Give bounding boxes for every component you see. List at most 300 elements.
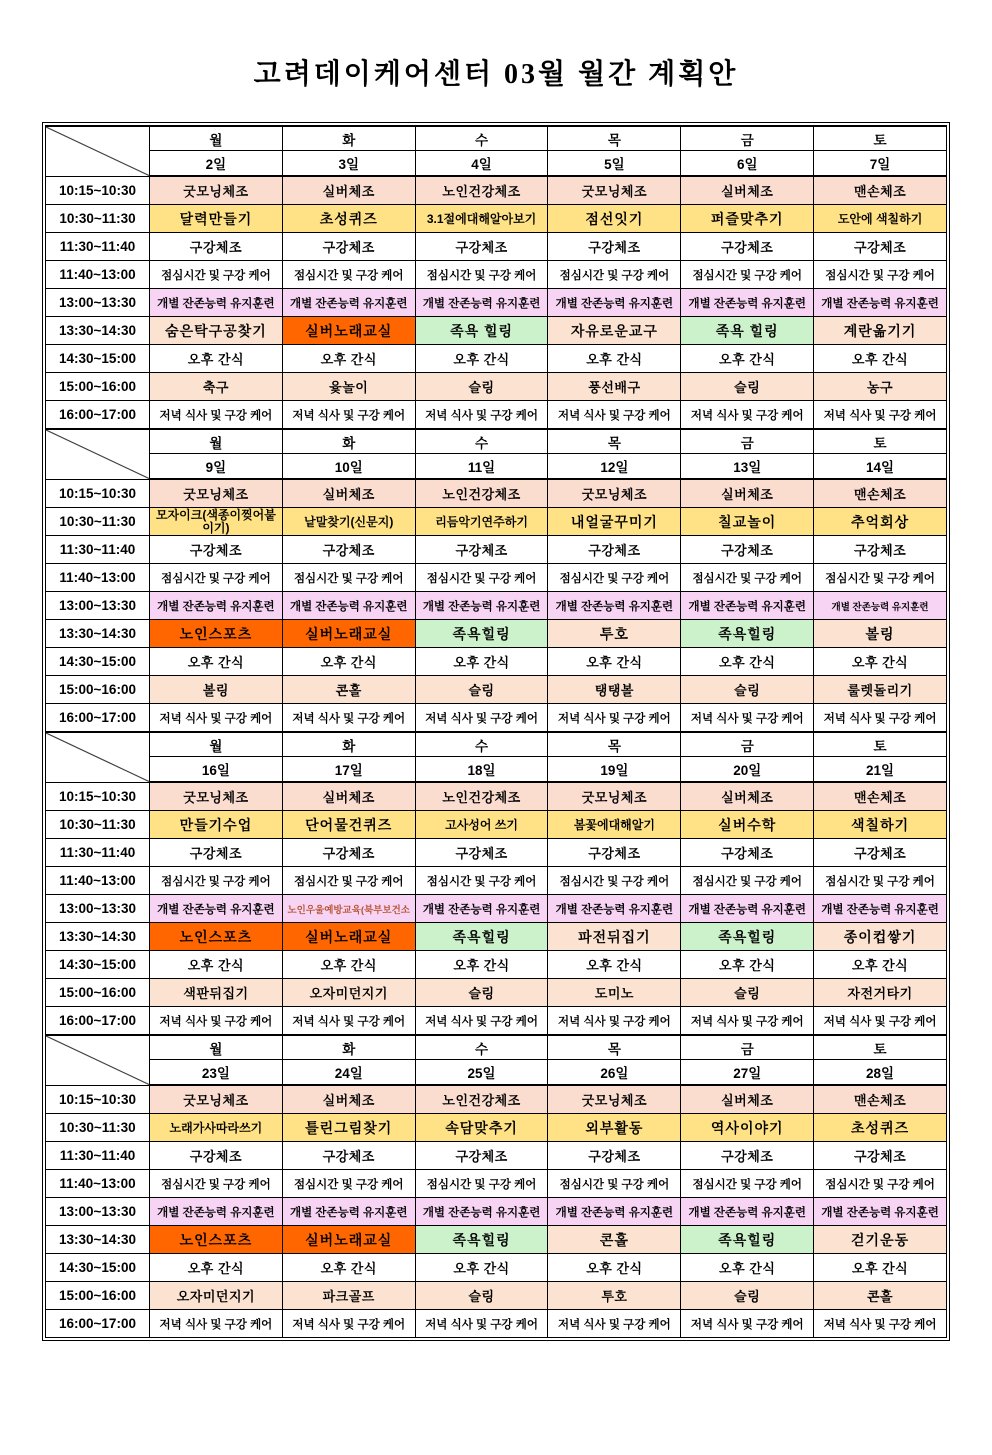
time-cell: 10:30~11:30 (46, 1114, 150, 1142)
activity-cell: 점심시간 및 구강 케어 (814, 261, 947, 289)
schedule-row (46, 261, 947, 289)
activity-cell: 점선잇기 (548, 205, 681, 233)
time-cell: 11:30~11:40 (46, 1142, 150, 1170)
day-header-cell: 목 (548, 732, 681, 757)
activity-cell: 실버노래교실 (282, 923, 415, 951)
day-header-cell: 금 (681, 1035, 814, 1060)
activity-cell: 구강체조 (548, 839, 681, 867)
date-header-cell: 4일 (415, 151, 548, 177)
time-cell: 15:00~16:00 (46, 676, 150, 704)
activity-cell: 계란옮기기 (814, 317, 947, 345)
activity-cell: 저녁 식사 및 구강 케어 (681, 704, 814, 733)
date-header-cell: 26일 (548, 1060, 681, 1086)
activity-cell: 노인스포츠 (150, 1226, 283, 1254)
activity-cell: 점심시간 및 구강 케어 (415, 261, 548, 289)
day-header-cell: 화 (282, 1035, 415, 1060)
day-header-cell: 수 (415, 732, 548, 757)
date-header-cell: 13일 (681, 454, 814, 480)
activity-cell: 오후 간식 (282, 1254, 415, 1282)
activity-cell: 점심시간 및 구강 케어 (548, 564, 681, 592)
activity-cell: 실버노래교실 (282, 1226, 415, 1254)
day-header-cell: 월 (150, 732, 283, 757)
activity-cell: 오후 간식 (282, 951, 415, 979)
activity-cell: 개별 잔존능력 유지훈련 (282, 592, 415, 620)
activity-cell: 점심시간 및 구강 케어 (415, 867, 548, 895)
activity-cell: 3.1절에대해알아보기 (415, 205, 548, 233)
activity-cell: 오후 간식 (814, 1254, 947, 1282)
schedule-row (46, 951, 947, 979)
activity-cell: 개별 잔존능력 유지훈련 (415, 895, 548, 923)
activity-cell: 굿모닝체조 (150, 176, 283, 205)
activity-cell: 저녁 식사 및 구강 케어 (415, 1007, 548, 1036)
activity-cell: 만들기수업 (150, 811, 283, 839)
date-header-cell: 23일 (150, 1060, 283, 1086)
date-header-cell: 11일 (415, 454, 548, 480)
activity-cell: 초성퀴즈 (282, 205, 415, 233)
diagonal-cell (46, 126, 150, 176)
activity-cell: 실버체조 (681, 176, 814, 205)
activity-cell: 오후 간식 (150, 648, 283, 676)
activity-cell: 점심시간 및 구강 케어 (150, 867, 283, 895)
activity-cell: 저녁 식사 및 구강 케어 (548, 1310, 681, 1338)
activity-cell: 노인스포츠 (150, 923, 283, 951)
activity-cell: 오후 간식 (814, 345, 947, 373)
time-cell: 14:30~15:00 (46, 951, 150, 979)
activity-cell: 칠교놀이 (681, 508, 814, 536)
schedule-row (46, 1254, 947, 1282)
schedule-row (46, 1226, 947, 1254)
date-header-cell: 24일 (282, 1060, 415, 1086)
diagonal-cell (46, 1035, 150, 1085)
activity-cell: 저녁 식사 및 구강 케어 (282, 1310, 415, 1338)
activity-cell: 실버노래교실 (282, 317, 415, 345)
activity-cell: 개별 잔존능력 유지훈련 (415, 1198, 548, 1226)
activity-cell: 점심시간 및 구강 케어 (415, 564, 548, 592)
activity-cell: 오후 간식 (282, 648, 415, 676)
day-header-cell: 화 (282, 429, 415, 454)
activity-cell: 개별 잔존능력 유지훈련 (681, 1198, 814, 1226)
schedule-row (46, 1310, 947, 1338)
activity-cell: 색판뒤집기 (150, 979, 283, 1007)
activity-cell: 점심시간 및 구강 케어 (814, 867, 947, 895)
activity-cell: 오후 간식 (814, 951, 947, 979)
time-cell: 13:00~13:30 (46, 895, 150, 923)
time-cell: 16:00~17:00 (46, 1310, 150, 1338)
activity-cell: 콘홀 (814, 1282, 947, 1310)
activity-cell: 노인건강체조 (415, 782, 548, 811)
activity-cell: 구강체조 (282, 233, 415, 261)
activity-cell: 구강체조 (681, 536, 814, 564)
activity-cell: 개별 잔존능력 유지훈련 (814, 895, 947, 923)
activity-cell: 점심시간 및 구강 케어 (548, 867, 681, 895)
activity-cell: 낱말찾기(신문지) (282, 508, 415, 536)
date-header-cell: 3일 (282, 151, 415, 177)
activity-cell: 족욕힐링 (681, 1226, 814, 1254)
activity-cell: 개별 잔존능력 유지훈련 (150, 289, 283, 317)
schedule-row (46, 176, 947, 205)
activity-cell: 콘홀 (282, 676, 415, 704)
date-header-cell: 21일 (814, 757, 947, 783)
schedule-row (46, 782, 947, 811)
activity-cell: 오후 간식 (548, 648, 681, 676)
activity-cell: 구강체조 (282, 1142, 415, 1170)
activity-cell: 저녁 식사 및 구강 케어 (814, 1310, 947, 1338)
activity-cell: 굿모닝체조 (548, 479, 681, 508)
activity-cell: 개별 잔존능력 유지훈련 (282, 289, 415, 317)
activity-cell: 외부활동 (548, 1114, 681, 1142)
activity-cell: 족욕힐링 (415, 1226, 548, 1254)
activity-cell: 구강체조 (681, 1142, 814, 1170)
activity-cell: 구강체조 (150, 536, 283, 564)
activity-cell: 구강체조 (814, 233, 947, 261)
activity-cell: 굿모닝체조 (150, 1085, 283, 1114)
activity-cell: 노인건강체조 (415, 176, 548, 205)
activity-cell: 저녁 식사 및 구강 케어 (814, 704, 947, 733)
activity-cell: 구강체조 (415, 233, 548, 261)
activity-cell: 투호 (548, 1282, 681, 1310)
activity-cell: 오후 간식 (415, 951, 548, 979)
time-cell: 11:30~11:40 (46, 536, 150, 564)
activity-cell: 오후 간식 (548, 345, 681, 373)
diagonal-cell (46, 732, 150, 782)
date-header-cell: 25일 (415, 1060, 548, 1086)
activity-cell: 볼링 (150, 676, 283, 704)
schedule-row (46, 1282, 947, 1310)
activity-cell: 속담맞추기 (415, 1114, 548, 1142)
schedule-row (46, 536, 947, 564)
week-block-1 (46, 126, 947, 429)
date-header-row (46, 454, 947, 480)
date-header-cell: 7일 (814, 151, 947, 177)
schedule-row (46, 839, 947, 867)
activity-cell: 걷기운동 (814, 1226, 947, 1254)
time-cell: 13:00~13:30 (46, 1198, 150, 1226)
schedule-row (46, 704, 947, 733)
activity-cell: 점심시간 및 구강 케어 (681, 1170, 814, 1198)
activity-cell: 점심시간 및 구강 케어 (415, 1170, 548, 1198)
activity-cell: 개별 잔존능력 유지훈련 (282, 1198, 415, 1226)
schedule-row (46, 979, 947, 1007)
schedule-row (46, 289, 947, 317)
day-header-cell: 금 (681, 126, 814, 151)
activity-cell: 구강체조 (415, 536, 548, 564)
activity-cell: 모자이크(색종이찢어붙이기) (150, 508, 283, 536)
activity-cell: 실버체조 (681, 782, 814, 811)
diagonal-cell (46, 429, 150, 479)
time-cell: 13:30~14:30 (46, 923, 150, 951)
activity-cell: 구강체조 (548, 233, 681, 261)
activity-cell: 족욕힐링 (415, 620, 548, 648)
activity-cell: 콘홀 (548, 1226, 681, 1254)
activity-cell: 구강체조 (150, 233, 283, 261)
activity-cell: 숨은탁구공찾기 (150, 317, 283, 345)
activity-cell: 슬링 (415, 1282, 548, 1310)
activity-cell: 구강체조 (415, 1142, 548, 1170)
activity-cell: 슬링 (681, 979, 814, 1007)
activity-cell: 개별 잔존능력 유지훈련 (150, 895, 283, 923)
activity-cell: 저녁 식사 및 구강 케어 (681, 401, 814, 430)
activity-cell: 자전거타기 (814, 979, 947, 1007)
day-header-row (46, 429, 947, 454)
schedule-table (42, 122, 950, 1341)
activity-cell: 오후 간식 (415, 1254, 548, 1282)
activity-cell: 맨손체조 (814, 782, 947, 811)
activity-cell: 저녁 식사 및 구강 케어 (282, 704, 415, 733)
activity-cell: 추억회상 (814, 508, 947, 536)
activity-cell: 저녁 식사 및 구강 케어 (150, 1007, 283, 1036)
date-header-cell: 10일 (282, 454, 415, 480)
activity-cell: 점심시간 및 구강 케어 (282, 867, 415, 895)
schedule-row (46, 620, 947, 648)
date-header-cell: 6일 (681, 151, 814, 177)
activity-cell: 저녁 식사 및 구강 케어 (282, 1007, 415, 1036)
time-cell: 11:30~11:40 (46, 839, 150, 867)
activity-cell: 도안에 색칠하기 (814, 205, 947, 233)
activity-cell: 노래가사따라쓰기 (150, 1114, 283, 1142)
activity-cell: 구강체조 (548, 1142, 681, 1170)
activity-cell: 저녁 식사 및 구강 케어 (282, 401, 415, 430)
schedule-row (46, 1085, 947, 1114)
time-cell: 15:00~16:00 (46, 1282, 150, 1310)
date-header-cell: 27일 (681, 1060, 814, 1086)
activity-cell: 색칠하기 (814, 811, 947, 839)
activity-cell: 저녁 식사 및 구강 케어 (150, 401, 283, 430)
time-cell: 13:00~13:30 (46, 592, 150, 620)
activity-cell: 점심시간 및 구강 케어 (814, 564, 947, 592)
activity-cell: 점심시간 및 구강 케어 (681, 261, 814, 289)
activity-cell: 구강체조 (282, 536, 415, 564)
day-header-cell: 수 (415, 1035, 548, 1060)
activity-cell: 구강체조 (681, 839, 814, 867)
activity-cell: 저녁 식사 및 구강 케어 (150, 704, 283, 733)
schedule-row (46, 401, 947, 430)
time-cell: 16:00~17:00 (46, 1007, 150, 1036)
week-block-2 (46, 429, 947, 732)
activity-cell: 종이컵쌓기 (814, 923, 947, 951)
time-cell: 13:30~14:30 (46, 317, 150, 345)
activity-cell: 볼링 (814, 620, 947, 648)
week-block-4 (46, 1035, 947, 1338)
day-header-cell: 금 (681, 732, 814, 757)
time-cell: 10:15~10:30 (46, 479, 150, 508)
activity-cell: 저녁 식사 및 구강 케어 (548, 401, 681, 430)
time-cell: 11:40~13:00 (46, 564, 150, 592)
time-cell: 13:30~14:30 (46, 1226, 150, 1254)
activity-cell: 맨손체조 (814, 1085, 947, 1114)
activity-cell: 개별 잔존능력 유지훈련 (814, 592, 947, 620)
activity-cell: 개별 잔존능력 유지훈련 (150, 592, 283, 620)
day-header-cell: 목 (548, 429, 681, 454)
date-header-cell: 2일 (150, 151, 283, 177)
activity-cell: 족욕 힐링 (415, 317, 548, 345)
activity-cell: 오후 간식 (150, 345, 283, 373)
activity-cell: 룰렛돌리기 (814, 676, 947, 704)
day-header-cell: 월 (150, 1035, 283, 1060)
schedule-row (46, 1170, 947, 1198)
schedule-row (46, 345, 947, 373)
activity-cell: 실버체조 (282, 1085, 415, 1114)
time-cell: 14:30~15:00 (46, 648, 150, 676)
time-cell: 15:00~16:00 (46, 979, 150, 1007)
date-header-cell: 9일 (150, 454, 283, 480)
activity-cell: 탱탱볼 (548, 676, 681, 704)
activity-cell: 개별 잔존능력 유지훈련 (548, 1198, 681, 1226)
schedule-row (46, 592, 947, 620)
activity-cell: 달력만들기 (150, 205, 283, 233)
day-header-cell: 수 (415, 126, 548, 151)
schedule-row (46, 373, 947, 401)
activity-cell: 구강체조 (150, 839, 283, 867)
activity-cell: 오후 간식 (681, 1254, 814, 1282)
date-header-cell: 20일 (681, 757, 814, 783)
time-cell: 15:00~16:00 (46, 373, 150, 401)
activity-cell: 오자미던지기 (282, 979, 415, 1007)
activity-cell: 오후 간식 (681, 648, 814, 676)
activity-cell: 개별 잔존능력 유지훈련 (150, 1198, 283, 1226)
activity-cell: 구강체조 (415, 839, 548, 867)
date-header-row (46, 151, 947, 177)
activity-cell: 농구 (814, 373, 947, 401)
day-header-cell: 토 (814, 1035, 947, 1060)
activity-cell: 맨손체조 (814, 479, 947, 508)
time-cell: 11:40~13:00 (46, 261, 150, 289)
activity-cell: 저녁 식사 및 구강 케어 (548, 1007, 681, 1036)
activity-cell: 족욕힐링 (681, 620, 814, 648)
activity-cell: 리듬악기연주하기 (415, 508, 548, 536)
activity-cell: 역사이야기 (681, 1114, 814, 1142)
activity-cell: 점심시간 및 구강 케어 (548, 261, 681, 289)
activity-cell: 슬링 (415, 373, 548, 401)
activity-cell: 족욕 힐링 (681, 317, 814, 345)
activity-cell: 단어물건퀴즈 (282, 811, 415, 839)
activity-cell: 오후 간식 (814, 648, 947, 676)
day-header-row (46, 126, 947, 151)
activity-cell: 노인건강체조 (415, 479, 548, 508)
time-cell: 10:30~11:30 (46, 508, 150, 536)
schedule-row (46, 317, 947, 345)
activity-cell: 족욕힐링 (415, 923, 548, 951)
activity-cell: 오후 간식 (681, 345, 814, 373)
activity-cell: 저녁 식사 및 구강 케어 (415, 704, 548, 733)
schedule-row (46, 867, 947, 895)
activity-cell: 초성퀴즈 (814, 1114, 947, 1142)
activity-cell: 구강체조 (814, 536, 947, 564)
day-header-row (46, 1035, 947, 1060)
activity-cell: 개별 잔존능력 유지훈련 (681, 895, 814, 923)
schedule-row (46, 205, 947, 233)
activity-cell: 점심시간 및 구강 케어 (814, 1170, 947, 1198)
day-header-cell: 월 (150, 429, 283, 454)
time-cell: 10:30~11:30 (46, 205, 150, 233)
activity-cell: 저녁 식사 및 구강 케어 (814, 401, 947, 430)
activity-cell: 오후 간식 (548, 951, 681, 979)
activity-cell: 굿모닝체조 (548, 1085, 681, 1114)
time-cell: 11:30~11:40 (46, 233, 150, 261)
activity-cell: 개별 잔존능력 유지훈련 (415, 289, 548, 317)
activity-cell: 실버체조 (681, 1085, 814, 1114)
time-cell: 16:00~17:00 (46, 704, 150, 733)
activity-cell: 도미노 (548, 979, 681, 1007)
time-cell: 16:00~17:00 (46, 401, 150, 430)
activity-cell: 오후 간식 (150, 951, 283, 979)
time-cell: 11:40~13:00 (46, 867, 150, 895)
activity-cell: 풍선배구 (548, 373, 681, 401)
activity-cell: 슬링 (415, 979, 548, 1007)
day-header-cell: 화 (282, 126, 415, 151)
schedule-row (46, 1142, 947, 1170)
activity-cell: 오후 간식 (415, 345, 548, 373)
activity-cell: 오자미던지기 (150, 1282, 283, 1310)
activity-cell: 퍼즐맞추기 (681, 205, 814, 233)
activity-cell: 노인건강체조 (415, 1085, 548, 1114)
activity-cell: 굿모닝체조 (548, 176, 681, 205)
activity-cell: 고사성어 쓰기 (415, 811, 548, 839)
schedule-row (46, 508, 947, 536)
activity-cell: 실버체조 (681, 479, 814, 508)
activity-cell: 개별 잔존능력 유지훈련 (415, 592, 548, 620)
week-block-3 (46, 732, 947, 1035)
activity-cell: 윷놀이 (282, 373, 415, 401)
activity-cell: 오후 간식 (282, 345, 415, 373)
time-cell: 10:15~10:30 (46, 782, 150, 811)
activity-cell: 구강체조 (282, 839, 415, 867)
activity-cell: 축구 (150, 373, 283, 401)
activity-cell: 족욕힐링 (681, 923, 814, 951)
activity-cell: 개별 잔존능력 유지훈련 (814, 289, 947, 317)
activity-cell: 저녁 식사 및 구강 케어 (681, 1310, 814, 1338)
schedule-row (46, 1114, 947, 1142)
day-header-cell: 월 (150, 126, 283, 151)
activity-cell: 개별 잔존능력 유지훈련 (681, 592, 814, 620)
activity-cell: 구강체조 (814, 1142, 947, 1170)
activity-cell: 저녁 식사 및 구강 케어 (548, 704, 681, 733)
activity-cell: 슬링 (415, 676, 548, 704)
activity-cell: 오후 간식 (150, 1254, 283, 1282)
activity-cell: 저녁 식사 및 구강 케어 (415, 401, 548, 430)
activity-cell: 맨손체조 (814, 176, 947, 205)
activity-cell: 구강체조 (548, 536, 681, 564)
date-header-row (46, 1060, 947, 1086)
schedule-row (46, 233, 947, 261)
activity-cell: 실버수학 (681, 811, 814, 839)
activity-cell: 오후 간식 (415, 648, 548, 676)
activity-cell: 점심시간 및 구강 케어 (548, 1170, 681, 1198)
activity-cell: 틀린그림찾기 (282, 1114, 415, 1142)
schedule-row (46, 811, 947, 839)
date-header-cell: 5일 (548, 151, 681, 177)
activity-cell: 봄꽃에대해알기 (548, 811, 681, 839)
activity-cell: 구강체조 (150, 1142, 283, 1170)
activity-cell: 파크골프 (282, 1282, 415, 1310)
activity-cell: 굿모닝체조 (150, 782, 283, 811)
date-header-cell: 14일 (814, 454, 947, 480)
time-cell: 10:15~10:30 (46, 1085, 150, 1114)
activity-cell: 점심시간 및 구강 케어 (282, 261, 415, 289)
date-header-cell: 12일 (548, 454, 681, 480)
date-header-cell: 18일 (415, 757, 548, 783)
activity-cell: 내얼굴꾸미기 (548, 508, 681, 536)
activity-cell: 파전뒤집기 (548, 923, 681, 951)
activity-cell: 구강체조 (814, 839, 947, 867)
activity-cell: 점심시간 및 구강 케어 (681, 564, 814, 592)
time-cell: 13:30~14:30 (46, 620, 150, 648)
activity-cell: 슬링 (681, 676, 814, 704)
activity-cell: 개별 잔존능력 유지훈련 (681, 289, 814, 317)
time-cell: 11:40~13:00 (46, 1170, 150, 1198)
activity-cell: 슬링 (681, 1282, 814, 1310)
date-header-cell: 28일 (814, 1060, 947, 1086)
activity-cell: 노인스포츠 (150, 620, 283, 648)
